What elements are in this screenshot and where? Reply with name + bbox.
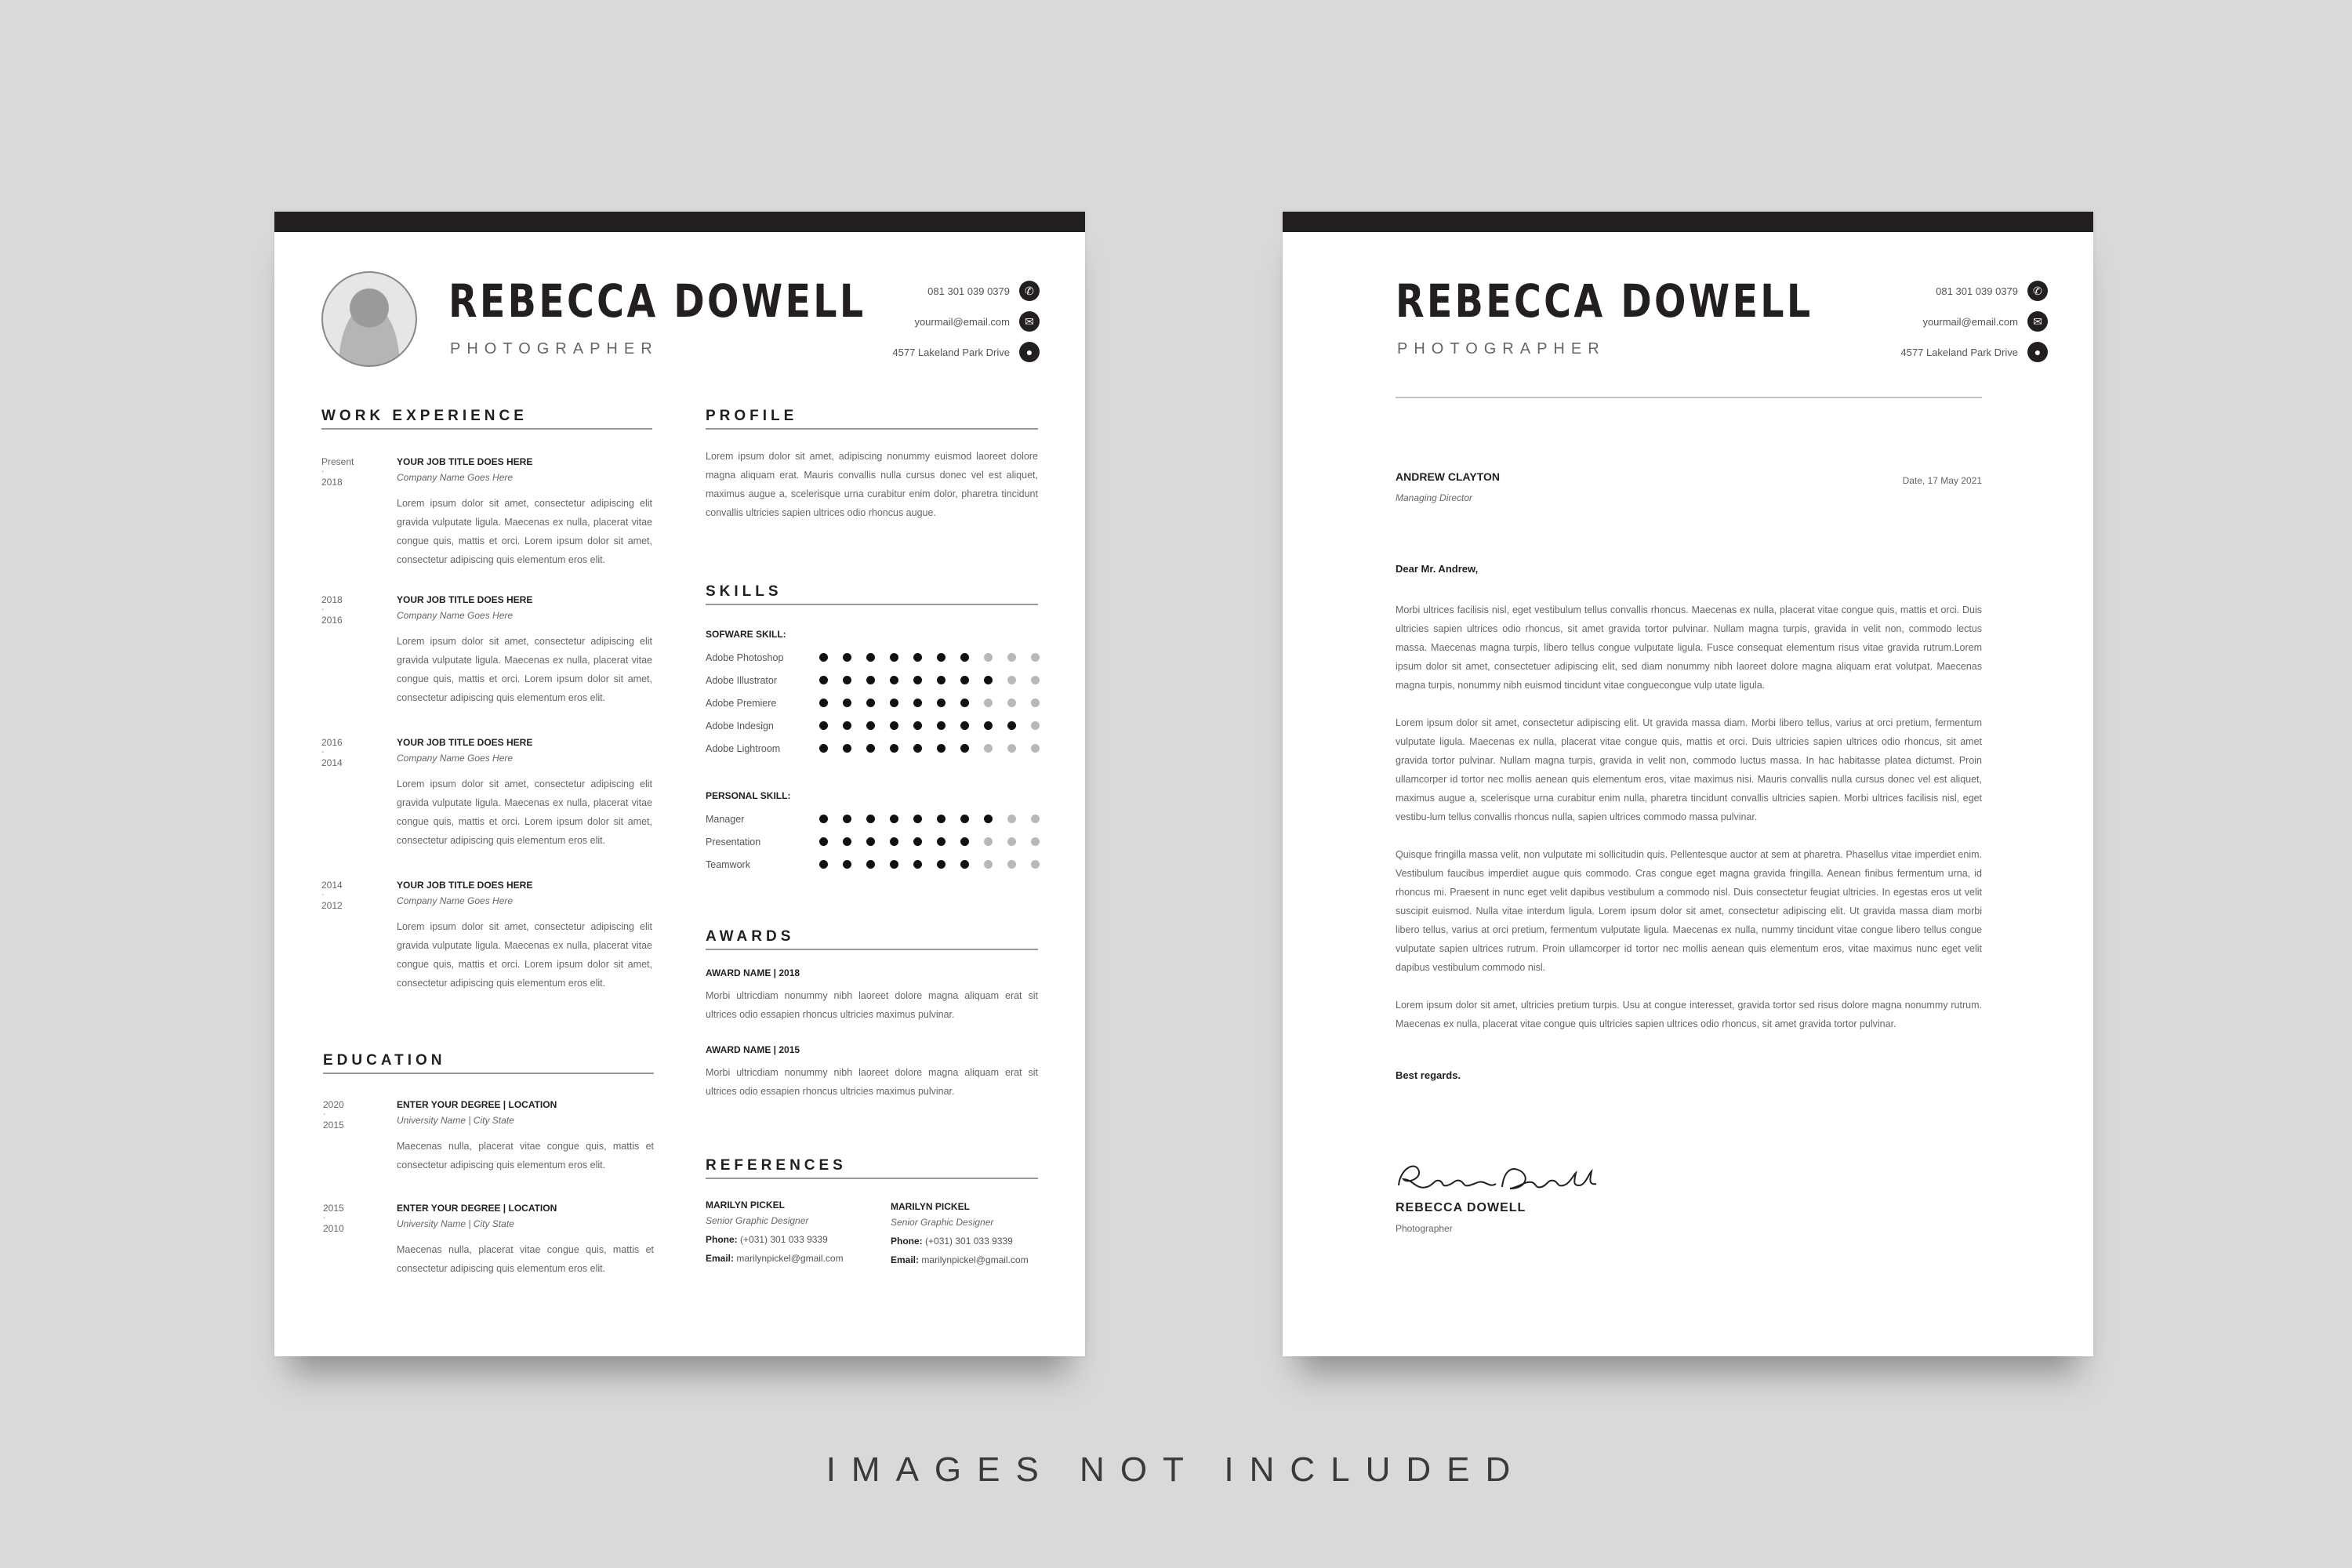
skill-dot-filled [890,815,898,823]
job-entry [321,594,652,737]
skill-dot-empty [1007,744,1016,753]
skill-dot-filled [960,837,969,846]
skill-row [706,830,1040,853]
skill-name: Adobe Indesign [706,720,774,731]
work-experience-heading: WORK EXPERIENCE [321,408,528,424]
skill-dot-filled [984,676,993,684]
skill-dot-filled [843,676,851,684]
resume-role: PHOTOGRAPHER [450,340,659,358]
job-entry [321,737,652,880]
letter-paragraph: Quisque fringilla massa velit, non vulputate mi sollicitudin quis. Pellentesque auctor at sem at pharetra. Phasellus vitae imperdiet enim. Vestibulum faucibus imperdiet augue quis commodo. Cras congue eget magna gravida fringilla. Aenean finibus fermentum urna, id rhoncus mi. Praesent in nunc eget velit dapibus vestibulum a commodo nisl. Duis consectetur feugiat ultricies. In egestas eros ut velit suscipit euismod. Nulla vitae interdum ligula. Lorem ipsum dolor sit amet, consectetur adipiscing elit. Ut gravida massa diam morbi libero tellus, varius at orci pretium, fermentum vulputate ligula. Maecenas ex nulla, nummy tincidunt vitae congue libero tellus congue vulputate sapien ultrices rutrum. Proin ullamcorper id tortor nec mollis aenean quis elementum eros, vitae maximus nunc eget velit dapibus vestibulum commodo nisl. [1396,849,1982,973]
phone-icon: ✆ [2027,281,2048,301]
software-skill-label: SOFWARE SKILL: [706,629,786,640]
images-not-included-caption: IMAGES NOT INCLUDED [826,1450,1526,1489]
job-years: 2018 - 2016 [321,594,343,626]
skill-dot-filled [913,699,922,707]
skill-dot-filled [937,860,946,869]
skill-dot-filled [890,653,898,662]
skill-level [819,653,1040,662]
job-company: Company Name Goes Here [397,753,514,764]
education-years: 2015 - 2010 [323,1203,344,1234]
skill-dot-filled [913,676,922,684]
skill-dot-filled [819,815,828,823]
reference-role: Senior Graphic Designer [891,1217,994,1228]
skill-dot-filled [960,860,969,869]
reference-phone: Phone: (+031) 301 033 9339 [891,1236,1013,1247]
job-details [397,737,652,850]
skill-dot-empty [1007,837,1016,846]
skill-dot-filled [937,721,946,730]
skill-dot-filled [890,837,898,846]
work-experience-rule [321,428,652,430]
personal-skill-label: PERSONAL SKILL: [706,790,791,801]
skill-dot-empty [1007,653,1016,662]
reference-entry [891,1201,1055,1265]
education-heading: EDUCATION [323,1052,446,1069]
skill-dot-filled [866,744,875,753]
reference-name: MARILYN PICKEL [706,1200,785,1210]
reference-phone: Phone: (+031) 301 033 9339 [706,1234,828,1245]
skill-dot-filled [960,744,969,753]
job-description: Lorem ipsum dolor sit amet, consectetur adipiscing elit gravida vulputate ligula. Maecenas ex nulla, placerat vitae congue quis, mattis et orci. Lorem ipsum dolor sit amet, consectetur adipiscing quis elementum eros elit. [397,636,652,703]
job-description: Lorem ipsum dolor sit amet, consectetur adipiscing elit gravida vulputate ligula. Maecenas ex nulla, placerat vitae congue quis, mattis et orci. Lorem ipsum dolor sit amet, consectetur adipiscing quis elementum eros elit. [397,779,652,846]
location-pin-icon: ● [2027,342,2048,362]
education-years: 2020 - 2015 [323,1099,344,1131]
skill-dot-filled [984,815,993,823]
skill-row [706,646,1040,669]
skill-dot-empty [984,744,993,753]
skill-dot-filled [843,860,851,869]
skill-dot-filled [960,676,969,684]
signer-role: Photographer [1396,1223,1453,1234]
skill-name: Presentation [706,836,761,848]
letter-body [1396,601,1982,1033]
resume-name: REBECCA DOWELL [448,274,866,328]
award-list [706,967,1038,1121]
letter-contact-phone [1936,281,2048,301]
skill-dot-filled [937,699,946,707]
skill-dot-empty [1031,721,1040,730]
job-details [397,456,652,569]
skill-name: Adobe Photoshop [706,652,784,663]
job-title: YOUR JOB TITLE DOES HERE [397,880,533,891]
skill-dot-empty [984,699,993,707]
skill-dot-empty [984,860,993,869]
skill-row [706,691,1040,714]
skill-dot-filled [866,815,875,823]
salutation: Dear Mr. Andrew, [1396,563,1479,575]
email-icon: ✉ [1019,311,1040,332]
job-company: Company Name Goes Here [397,610,514,621]
skill-dot-empty [1007,860,1016,869]
skill-dot-filled [843,837,851,846]
resume-page [274,212,1085,1356]
profile-rule [706,428,1038,430]
award-description: Morbi ultricdiam nonummy nibh laoreet dolore magna aliquam erat sit ultrices odio essapien rhoncus ultricies maximus pulvinar. [706,990,1038,1020]
skill-dot-filled [819,860,828,869]
education-list [323,1099,654,1306]
skills-heading: SKILLS [706,583,782,600]
skill-level [819,837,1040,846]
skill-dot-filled [937,744,946,753]
university-name: University Name | City State [397,1218,514,1229]
reference-name: MARILYN PICKEL [891,1201,970,1212]
education-entry [323,1099,654,1203]
skill-row [706,669,1040,691]
email-icon: ✉ [2027,311,2048,332]
education-entry [323,1203,654,1306]
skill-dot-empty [1007,699,1016,707]
skill-dot-filled [866,653,875,662]
skill-dot-filled [890,860,898,869]
skill-level [819,721,1040,730]
cover-letter-page [1283,212,2093,1356]
resume-contact-email [914,311,1040,332]
skill-dot-filled [866,837,875,846]
skill-dot-filled [937,837,946,846]
skill-level [819,815,1040,823]
reference-email: Email: marilynpickel@gmail.com [706,1253,844,1264]
skill-dot-filled [960,653,969,662]
phone-icon: ✆ [1019,281,1040,301]
education-description: Maecenas nulla, placerat vitae congue quis, mattis et consectetur adipiscing quis elementum eros elit. [397,1141,654,1171]
skill-dot-filled [937,815,946,823]
degree-title: ENTER YOUR DEGREE | LOCATION [397,1099,557,1110]
skill-dot-empty [1031,815,1040,823]
closing: Best regards. [1396,1069,1461,1081]
skill-level [819,699,1040,707]
location-pin-icon: ● [1019,342,1040,362]
skill-dot-filled [960,699,969,707]
references-rule [706,1178,1038,1179]
resume-contact-phone [927,281,1040,301]
job-entry [321,456,652,594]
skill-dot-filled [866,721,875,730]
skill-dot-filled [843,699,851,707]
awards-rule [706,949,1038,950]
skill-dot-empty [1031,744,1040,753]
skill-dot-filled [843,653,851,662]
skill-row [706,808,1040,830]
email-text: yourmail@email.com [1922,315,2018,328]
skill-dot-filled [819,721,828,730]
award-entry [706,1044,1038,1121]
skill-dot-empty [1031,860,1040,869]
skill-level [819,860,1040,869]
skill-name: Teamwork [706,858,750,870]
skill-dot-filled [937,676,946,684]
education-details [397,1203,654,1278]
recipient-title: Managing Director [1396,492,1473,503]
skill-dot-filled [866,860,875,869]
skill-dot-filled [819,699,828,707]
job-title: YOUR JOB TITLE DOES HERE [397,594,533,605]
skill-level [819,744,1040,753]
skill-name: Manager [706,813,745,825]
resume-top-bar [274,212,1085,232]
reference-email: Email: marilynpickel@gmail.com [891,1254,1029,1265]
skill-dot-filled [913,837,922,846]
resume-contact-address [892,342,1040,362]
skill-dot-filled [913,744,922,753]
skill-dot-filled [843,815,851,823]
recipient-name: ANDREW CLAYTON [1396,470,1501,483]
award-title: AWARD NAME | 2018 [706,967,800,978]
skill-name: Adobe Illustrator [706,674,778,686]
skill-dot-filled [819,676,828,684]
email-text: yourmail@email.com [914,315,1010,328]
skill-dot-filled [866,699,875,707]
job-description: Lorem ipsum dolor sit amet, consectetur adipiscing elit gravida vulputate ligula. Maecenas ex nulla, placerat vitae congue quis, mattis et orci. Lorem ipsum dolor sit amet, consectetur adipiscing quis elementum eros elit. [397,921,652,989]
skill-dot-empty [1007,676,1016,684]
skill-row [706,853,1040,876]
job-details [397,594,652,707]
skill-dot-filled [819,837,828,846]
references-heading: REFERENCES [706,1157,847,1174]
skill-dot-filled [960,721,969,730]
skill-dot-filled [843,721,851,730]
reference-entry [706,1200,870,1264]
profile-photo-placeholder [321,271,417,367]
skill-dot-filled [984,721,993,730]
reference-role: Senior Graphic Designer [706,1215,809,1226]
skill-dot-empty [1031,676,1040,684]
software-skill-list [706,646,1040,760]
letter-contact-email [1922,311,2048,332]
skill-name: Adobe Lightroom [706,742,781,754]
skill-dot-empty [1031,837,1040,846]
job-list [321,456,652,1018]
award-entry [706,967,1038,1044]
profile-text: Lorem ipsum dolor sit amet, adipiscing nonummy euismod laoreet dolore magna aliquam erat. Mauris convallis nulla cursus donec vel est aliquet, maximus augue a, scelerisque urna curabitur enim dolor, pharetra tincidunt convallis ultricies sapien ultrices odio rhoncus augue. [706,451,1038,518]
skill-dot-filled [913,653,922,662]
university-name: University Name | City State [397,1115,514,1126]
skill-dot-filled [913,815,922,823]
job-company: Company Name Goes Here [397,895,514,906]
skill-dot-filled [890,676,898,684]
job-years: Present - 2018 [321,456,354,488]
skill-dot-empty [984,653,993,662]
letter-paragraph: Lorem ipsum dolor sit amet, ultricies pretium turpis. Usu at congue interesset, gravida tortor sed risus dolore magna nonummy rutrum. Maecenas ex nulla, placerat vitae congue quis ultricies sapien ultrices odio rhoncus, sit amet gravida tortor pulvinar. [1396,1000,1982,1029]
education-details [397,1099,654,1174]
job-company: Company Name Goes Here [397,472,514,483]
address-text: 4577 Lakeland Park Drive [1900,346,2018,358]
job-years: 2016 - 2014 [321,737,343,768]
letter-paragraph: Lorem ipsum dolor sit amet, consectetur adipiscing elit. Ut gravida massa diam. Morbi libero tellus, varius at orci pretium, fermentum vulputate ligula. Maecenas ex nulla, placerat vitae congue quis, mattis et orci. Duis ultricies sapien ultrices odio rhoncus, sit amet gravida tortor pulvinar. Nullam magna turpis, gravida in velit non, commodo luctus massa. In hac habitasse platea dictumst. Proin ullamcorper id tortor nec mollis aenean quis elementum eros, vitae maximus nisi. Mauris convallis nulla cursus donec vel est aliquet, maximus augue a, scelerisque urna curabitur enim nulla, pharetra tincidunt convallis ultricies sapien. Morbi ultrices facilisis nisl, eget vestibu-lum tellus convallis rhoncus nulla, sapien ultrices commodo massa pulvinar. [1396,717,1982,822]
job-title: YOUR JOB TITLE DOES HERE [397,456,533,467]
skill-dot-filled [1007,721,1016,730]
awards-heading: AWARDS [706,928,795,945]
skill-dot-filled [890,721,898,730]
letter-date: Date, 17 May 2021 [1902,475,1982,486]
skill-dot-filled [913,721,922,730]
letter-role: PHOTOGRAPHER [1397,340,1606,358]
award-title: AWARD NAME | 2015 [706,1044,800,1055]
signature-graphic [1392,1152,1604,1200]
skill-dot-empty [1031,653,1040,662]
skill-dot-filled [937,653,946,662]
award-description: Morbi ultricdiam nonummy nibh laoreet dolore magna aliquam erat sit ultrices odio essapien rhoncus ultricies maximus pulvinar. [706,1067,1038,1097]
skill-row [706,737,1040,760]
job-years: 2014 - 2012 [321,880,343,911]
skill-dot-filled [819,744,828,753]
skill-dot-empty [1007,815,1016,823]
job-entry [321,880,652,1018]
job-details [397,880,652,993]
job-description: Lorem ipsum dolor sit amet, consectetur adipiscing elit gravida vulputate ligula. Maecenas ex nulla, placerat vitae congue quis, mattis et orci. Lorem ipsum dolor sit amet, consectetur adipiscing quis elementum eros elit. [397,498,652,565]
skill-dot-filled [819,653,828,662]
skill-row [706,714,1040,737]
signer-name: REBECCA DOWELL [1396,1201,1526,1214]
letter-top-bar [1283,212,2093,232]
skill-dot-filled [890,744,898,753]
skill-dot-filled [960,815,969,823]
education-rule [323,1073,654,1074]
skill-dot-empty [984,837,993,846]
education-description: Maecenas nulla, placerat vitae congue quis, mattis et consectetur adipiscing quis elementum eros elit. [397,1244,654,1274]
skill-dot-filled [913,860,922,869]
address-text: 4577 Lakeland Park Drive [892,346,1010,358]
skill-dot-empty [1031,699,1040,707]
letter-name: REBECCA DOWELL [1396,274,1813,328]
skills-rule [706,604,1038,605]
skill-level [819,676,1040,684]
job-title: YOUR JOB TITLE DOES HERE [397,737,533,748]
degree-title: ENTER YOUR DEGREE | LOCATION [397,1203,557,1214]
skill-dot-filled [866,676,875,684]
signature [1392,1152,1604,1200]
skill-dot-filled [890,699,898,707]
phone-text: 081 301 039 0379 [927,285,1010,297]
profile-heading: PROFILE [706,408,798,424]
header-divider [1396,397,1982,398]
letter-contact-address [1900,342,2048,362]
letter-paragraph: Morbi ultrices facilisis nisl, eget vestibulum tellus convallis rhoncus. Maecenas ex nulla, placerat vitae congue quis, mattis et orci. Duis ultricies sapien ultrices odio rhoncus, sit amet gravida tortor pulvinar. Nullam magna turpis, gravida in velit non, commodo lectus massa. Maecenas magna turpis, libero tellus congue vulputate ligula. Fusce consequat elementum risus vitae gravida rutrum.Lorem ipsum dolor sit amet, consectetuer adipiscing elit, sed diam nonummy nibh laoreet dolore magna aliquam erat volutpat. Maecenas magna turpis, nonummy nibh euismod tincidunt vitae conguecongue vulp utate ligula. [1396,604,1982,691]
skill-name: Adobe Premiere [706,697,777,709]
skill-dot-filled [843,744,851,753]
personal-skill-list [706,808,1040,876]
phone-text: 081 301 039 0379 [1936,285,2018,297]
